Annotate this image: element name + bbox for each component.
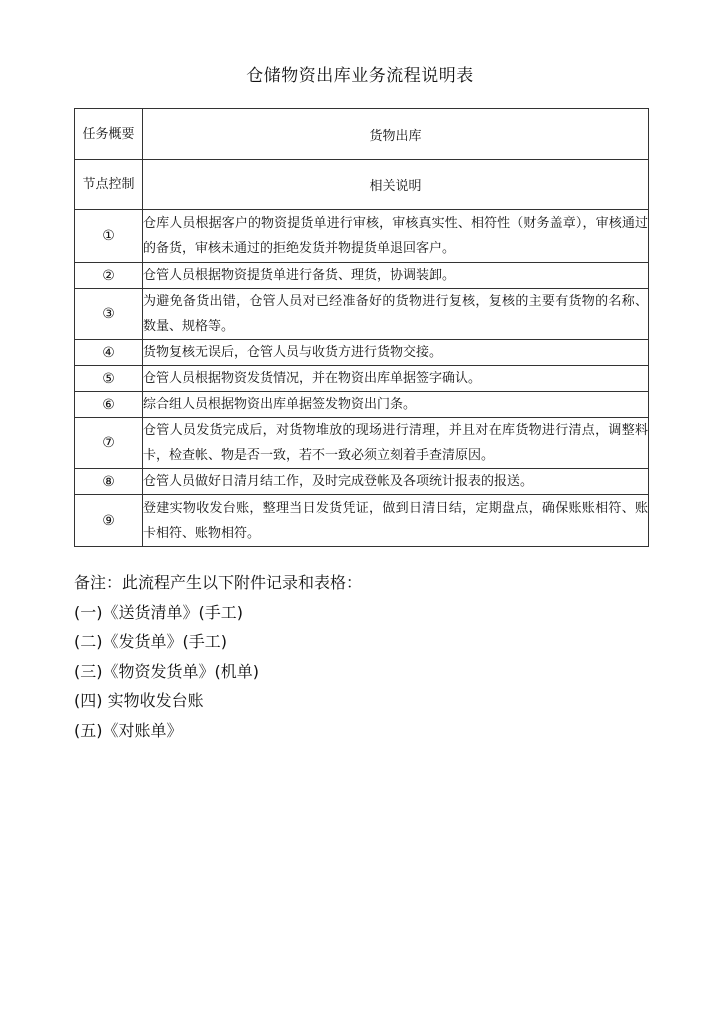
node-value-cell: 相关说明 bbox=[143, 160, 649, 210]
step-number: ④ bbox=[75, 340, 143, 366]
header-row-task bbox=[75, 109, 649, 160]
step-description: 仓库人员根据客户的物资提货单进行审核，审核真实性、相符性（财务盖章），审核通过的备货，审核未通过的拒绝发货并物提货单退回客户。 bbox=[143, 210, 649, 263]
step-description: 综合组人员根据物资出库单据签发物资出门条。 bbox=[143, 392, 649, 418]
table-row bbox=[75, 495, 649, 547]
step-number: ③ bbox=[75, 289, 143, 340]
step-description: 为避免备货出错，仓管人员对已经准备好的货物进行复核，复核的主要有货物的名称、数量、规格等。 bbox=[143, 289, 649, 340]
task-label-cell: 任务概要 bbox=[75, 109, 143, 160]
step-number: ① bbox=[75, 210, 143, 263]
table-row bbox=[75, 340, 649, 366]
step-number: ⑦ bbox=[75, 418, 143, 469]
note-item: (一)《送货清单》(手工) bbox=[74, 602, 243, 622]
step-number: ⑧ bbox=[75, 469, 143, 495]
table-row bbox=[75, 469, 649, 495]
note-item: (四) 实物收发台账 bbox=[74, 691, 204, 711]
table-row bbox=[75, 366, 649, 392]
step-description: 登建实物收发台账，整理当日发货凭证，做到日清日结，定期盘点，确保账账相符、账卡相符、账物相符。 bbox=[143, 495, 649, 547]
table-row bbox=[75, 263, 649, 289]
step-description: 仓管人员根据物资提货单进行备货、理货，协调装卸。 bbox=[143, 263, 649, 289]
step-number: ② bbox=[75, 263, 143, 289]
notes-section bbox=[74, 568, 362, 746]
header-row-node bbox=[75, 160, 649, 210]
step-number: ⑨ bbox=[75, 495, 143, 547]
table-row bbox=[75, 289, 649, 340]
table-row bbox=[75, 210, 649, 263]
step-description: 仓管人员发货完成后，对货物堆放的现场进行清理，并且对在库货物进行清点，调整料卡，检查帐、物是否一致，若不一致必须立刻着手查清原因。 bbox=[143, 418, 649, 469]
note-item: (三)《物资发货单》(机单) bbox=[74, 661, 259, 681]
step-number: ⑥ bbox=[75, 392, 143, 418]
table-row bbox=[75, 392, 649, 418]
notes-heading: 备注：此流程产生以下附件记录和表格： bbox=[74, 573, 363, 592]
flow-table bbox=[74, 108, 649, 547]
note-item: (二)《发货单》(手工) bbox=[74, 632, 227, 652]
node-label-cell: 节点控制 bbox=[75, 160, 143, 210]
step-description: 仓管人员根据物资发货情况，并在物资出库单据签字确认。 bbox=[143, 366, 649, 392]
task-value-cell: 货物出库 bbox=[143, 109, 649, 160]
step-number: ⑤ bbox=[75, 366, 143, 392]
step-description: 仓管人员做好日清月结工作，及时完成登帐及各项统计报表的报送。 bbox=[143, 469, 649, 495]
document-title: 仓储物资出库业务流程说明表 bbox=[246, 66, 474, 86]
step-description: 货物复核无误后，仓管人员与收货方进行货物交接。 bbox=[143, 340, 649, 366]
note-item: (五)《对账单》 bbox=[74, 720, 183, 740]
table-row bbox=[75, 418, 649, 469]
